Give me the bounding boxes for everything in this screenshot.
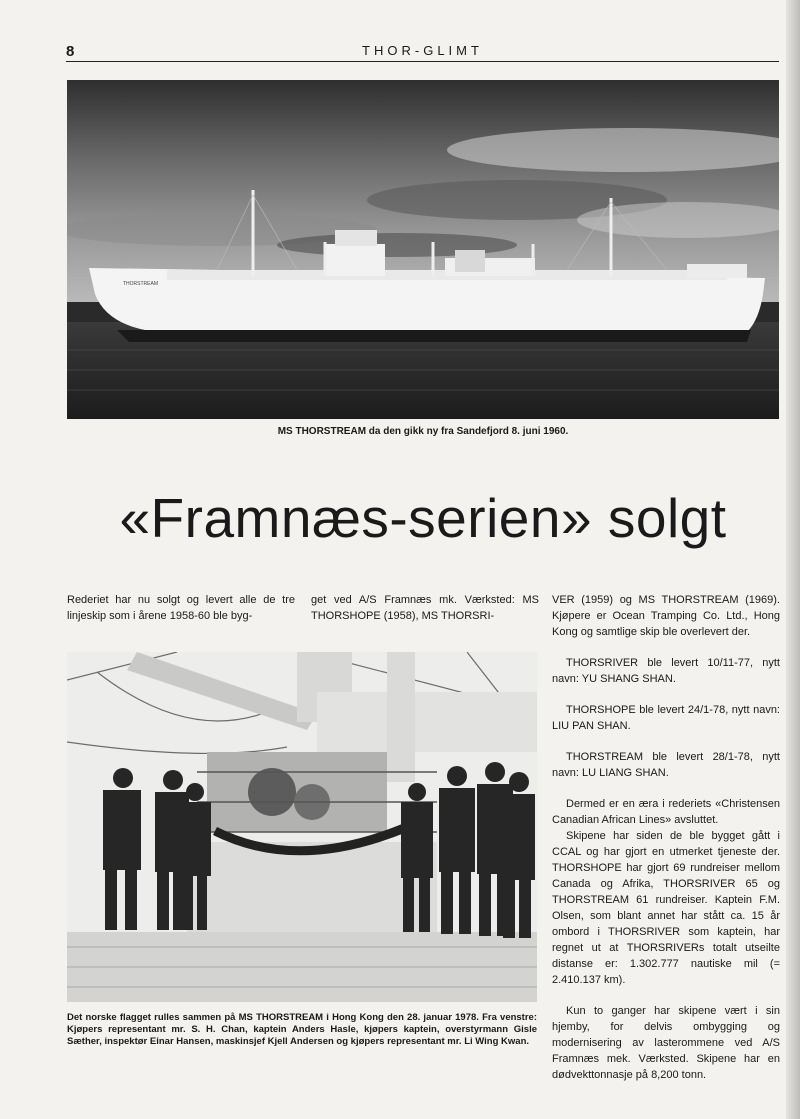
article-column-1	[67, 592, 295, 624]
article-text: Rederiet har nu solgt og levert alle de tre linjeskip som i årene 1958-60 ble byg-	[67, 594, 295, 622]
ceremony-photo	[67, 652, 537, 1002]
ship-photo-illustration	[67, 80, 779, 419]
article-paragraph: Skipene har siden de ble bygget gått i CCAL og har gjort en utmerket tjeneste der. THORSHOPE har gjort 69 rundreiser mellom Canada og Afrika, THORSRIVER 65 og THORSTREAM 61 rundreiser. Kaptein F.M. Olsen, som blant annet har stått ca. 15 år ombord i THORSRIVER som kaptein, har regnet ut at THORSRIVERs totalt utseilte distanse er: 1.302.777 nautiske mil (= 2.410.137 km).	[552, 830, 780, 986]
article-column-3	[552, 592, 780, 1098]
page-edge	[786, 0, 800, 1119]
article-paragraph: Kun to ganger har skipene vært i sin hjemby, for delvis ombygging og modernisering av lasterommene ved A/S Framnæs mek. Værksted. Skipene har en dødvekttonnasje på 8,200 tonn.	[552, 1005, 780, 1081]
header-rule	[66, 61, 779, 62]
page-number: 8	[66, 43, 75, 60]
ship-photo-caption: MS THORSTREAM da den gikk ny fra Sandefjord 8. juni 1960.	[277, 426, 569, 437]
article-paragraph: THORSRIVER ble levert 10/11-77, nytt navn: YU SHANG SHAN.	[552, 657, 780, 685]
ship-photo	[67, 80, 779, 419]
article-paragraph: THORSHOPE ble levert 24/1-78, nytt navn: LIU PAN SHAN.	[552, 704, 780, 732]
article-paragraph: VER (1959) og MS THORSTREAM (1969). Kjøpere er Ocean Tramping Co. Ltd., Hong Kong og samtlige skip ble overlevert der.	[552, 594, 780, 638]
article-paragraph: THORSTREAM ble levert 28/1-78, nytt navn: LU LIANG SHAN.	[552, 751, 780, 779]
page-header	[66, 38, 779, 62]
article-text: get ved A/S Framnæs mk. Værksted: MS THORSHOPE (1958), MS THORSRI-	[311, 594, 539, 622]
article-paragraph: Dermed er en æra i rederiets «Christensen Canadian African Lines» avsluttet.	[552, 798, 780, 826]
ceremony-photo-illustration	[67, 652, 537, 1002]
article-headline: «Framnæs-serien» solgt	[119, 487, 727, 549]
ceremony-photo-caption: Det norske flagget rulles sammen på MS THORSTREAM i Hong Kong den 28. januar 1978. Fra venstre: Kjøpers representant mr. S. H. Chan, kaptein Anders Hasle, kjøpers kaptein, overstyrmann Gisle Sæther, inspektør Einar Hansen, maskinsjef Kjell Andersen og kjøpers representant mr. Li Wing Kwan.	[67, 1012, 537, 1047]
ship-hull-name: THORSTREAM	[123, 281, 158, 287]
running-head: THOR-GLIMT	[362, 43, 483, 58]
article-column-2	[311, 592, 539, 624]
